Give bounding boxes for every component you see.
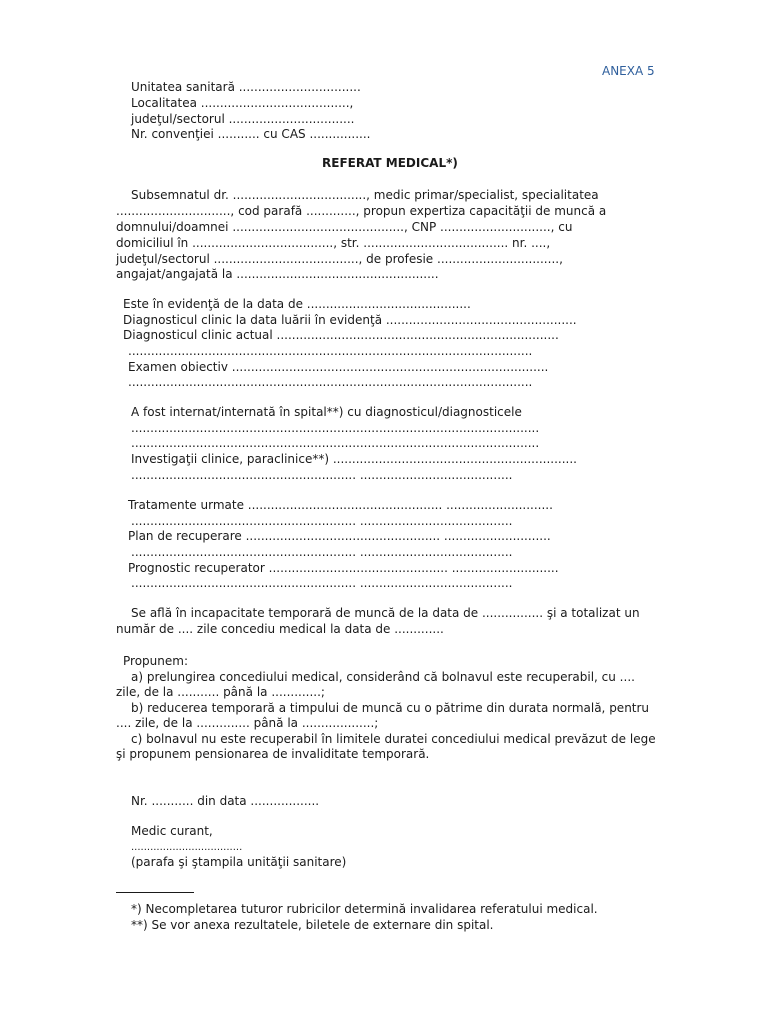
intro-line: Subsemnatul dr. ..................................., medic primar/specialist, specialitatea bbox=[131, 188, 599, 202]
header-line-county: judeţul/sectorul ................................. bbox=[131, 112, 355, 126]
dotted-line: .......................................................................................................... bbox=[128, 344, 533, 358]
proposal-c: c) bolnavul nu este recuperabil în limitele duratei concediului medical prevăzut de lege bbox=[131, 732, 656, 746]
proposal-b: b) reducerea temporară a timpului de muncă cu o pătrime din durata normală, pentru bbox=[131, 701, 650, 715]
investigations-line: Investigaţii clinice, paraclinice**) ................................................................ bbox=[131, 452, 577, 466]
diagnosis-initial-line: Diagnosticul clinic la data luării în evidenţă .................................................. bbox=[123, 313, 577, 327]
footnote-divider bbox=[116, 892, 194, 893]
exam-line: Examen obiectiv ................................................................................... bbox=[128, 360, 549, 374]
footnote-1: *) Necompletarea tuturor rubricilor determină invalidarea referatului medical. bbox=[131, 902, 598, 916]
doctor-label: Medic curant, bbox=[131, 824, 213, 838]
recovery-plan-line: Plan de recuperare ................................................... ............................ bbox=[128, 529, 551, 543]
signature-dotted-line: ................................... bbox=[131, 842, 243, 853]
intro-line: .............................., cod parafă ............., propun expertiza capacităţii de muncă a bbox=[116, 204, 607, 218]
prognosis-line: Prognostic recuperator ............................................... ............................ bbox=[128, 561, 559, 575]
incapacity-line: număr de .... zile concediu medical la data de ............. bbox=[116, 622, 444, 636]
dotted-line: ........................................................... ........................................ bbox=[131, 576, 513, 590]
header-line-unit: Unitatea sanitară ................................ bbox=[131, 80, 361, 94]
intro-line: domiciliul în ....................................., str. ...................................... nr. ...., bbox=[116, 236, 551, 250]
intro-line: domnului/doamnei ............................................., CNP ............................., cu bbox=[116, 220, 573, 234]
proposal-c-continued: şi propunem pensionarea de invaliditate temporară. bbox=[116, 747, 430, 761]
intro-line: angajat/angajată la ..................................................... bbox=[116, 267, 439, 281]
treatment-line: Tratamente urmate ................................................... ............................ bbox=[128, 498, 553, 512]
document-title: REFERAT MEDICAL*) bbox=[322, 156, 458, 170]
dotted-line: ........................................................................................................... bbox=[131, 436, 540, 450]
proposal-a: a) prelungirea concediului medical, considerând că bolnavul este recuperabil, cu .... bbox=[131, 670, 635, 684]
stamp-caption: (parafa şi ştampila unităţii sanitare) bbox=[131, 855, 347, 869]
dotted-line: ........................................................... ........................................ bbox=[131, 514, 513, 528]
dotted-line: ........................................................... ........................................ bbox=[131, 468, 513, 482]
proposal-b-continued: .... zile, de la .............. până la ...................; bbox=[116, 716, 379, 730]
proposals-heading: Propunem: bbox=[123, 654, 188, 668]
hospitalization-line: A fost internat/internată în spital**) cu diagnosticul/diagnosticele bbox=[131, 405, 522, 419]
incapacity-line: Se află în incapacitate temporară de muncă de la data de ................ şi a totalizat un bbox=[131, 606, 640, 620]
header-line-locality: Localitatea ......................................., bbox=[131, 96, 354, 110]
dotted-line: .......................................................................................................... bbox=[128, 375, 533, 389]
register-number-line: Nr. ........... din data .................. bbox=[131, 794, 320, 808]
dotted-line: ........................................................... ........................................ bbox=[131, 545, 513, 559]
header-line-convention: Nr. convenţiei ........... cu CAS ................ bbox=[131, 127, 371, 141]
intro-line: judeţul/sectorul ......................................, de profesie ................................, bbox=[116, 252, 563, 266]
proposal-a-continued: zile, de la ........... până la .............; bbox=[116, 685, 325, 699]
evidence-date-line: Este în evidenţă de la data de ........................................... bbox=[123, 297, 471, 311]
dotted-line: ........................................................................................................... bbox=[131, 421, 540, 435]
diagnosis-current-line: Diagnosticul clinic actual .......................................................................... bbox=[123, 328, 559, 342]
footnote-2: **) Se vor anexa rezultatele, biletele de externare din spital. bbox=[131, 918, 494, 932]
annex-label: ANEXA 5 bbox=[602, 64, 655, 78]
